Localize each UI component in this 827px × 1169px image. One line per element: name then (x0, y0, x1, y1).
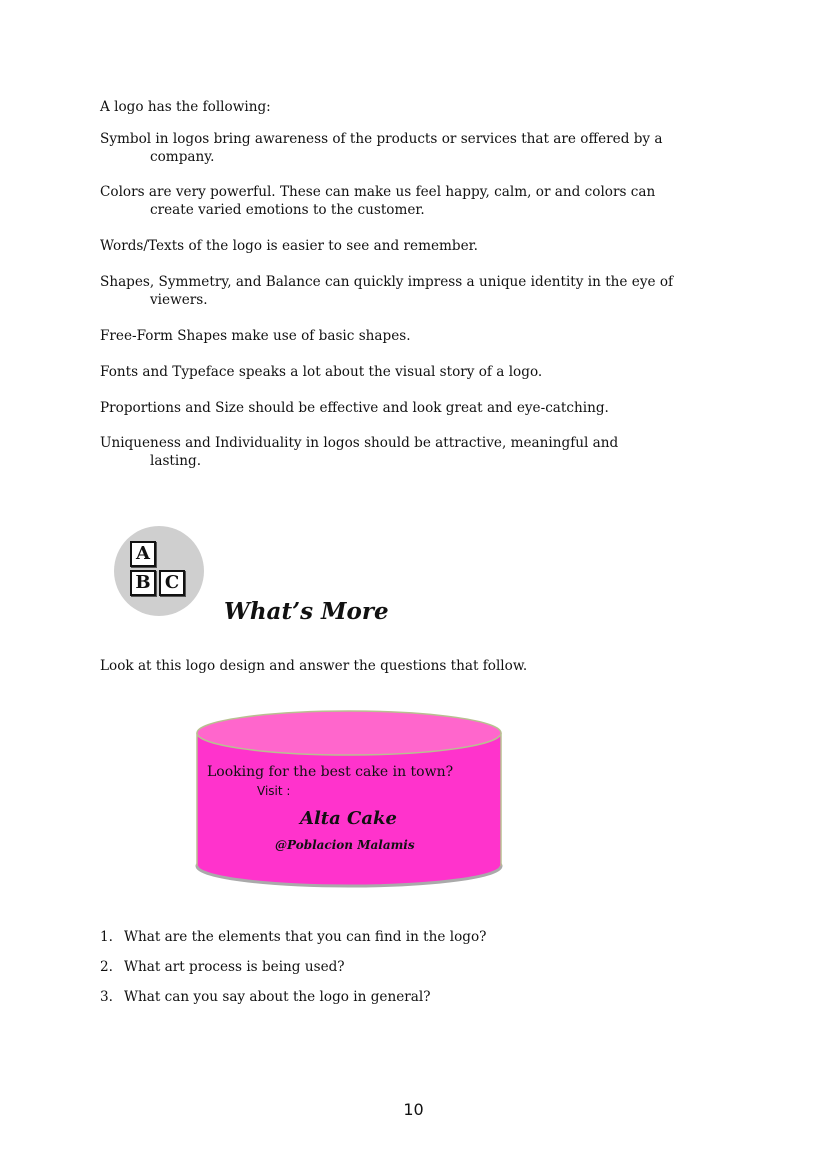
list-item (100, 273, 673, 309)
question-number: 2. (100, 959, 113, 975)
item-text: Words/Texts of the logo is easier to see and remember. (100, 238, 478, 254)
logo-location: @Poblacion Malamis (275, 838, 415, 852)
item-text: Fonts and Typeface speaks a lot about the visual story of a logo. (100, 364, 543, 380)
list-item (100, 363, 542, 381)
list-item (100, 237, 478, 255)
cake-logo (194, 708, 504, 894)
list-item (100, 327, 411, 345)
page-number: 10 (403, 1100, 424, 1119)
item-text: Uniqueness and Individuality in logos should be attractive, meaningful and (100, 435, 619, 451)
logo-visit: Visit : (257, 784, 291, 798)
intro-text: A logo has the following: (100, 99, 271, 115)
item-text: Free-Form Shapes make use of basic shapes. (100, 328, 411, 344)
list-item (100, 183, 655, 219)
section-title: What’s More (224, 598, 389, 625)
item-text-cont: viewers. (150, 292, 208, 308)
question-text: What art process is being used? (124, 959, 345, 975)
cake-shape (194, 708, 504, 894)
question-1 (100, 929, 486, 945)
block-b: B (130, 570, 156, 596)
item-text: Proportions and Size should be effective and look great and eye-catching. (100, 400, 609, 416)
list-item (100, 130, 663, 166)
item-text: Symbol in logos bring awareness of the products or services that are offered by a (100, 131, 663, 147)
list-item (100, 399, 609, 417)
question-number: 3. (100, 989, 113, 1005)
block-c: C (159, 570, 185, 596)
question-text: What can you say about the logo in general? (124, 989, 431, 1005)
block-a: A (130, 541, 156, 567)
item-text-cont: create varied emotions to the customer. (150, 202, 425, 218)
question-3 (100, 989, 431, 1005)
question-2 (100, 959, 345, 975)
item-text: Colors are very powerful. These can make us feel happy, calm, or and colors can (100, 184, 656, 200)
list-item (100, 434, 618, 470)
question-text: What are the elements that you can find in the logo? (124, 929, 487, 945)
item-text-cont: lasting. (150, 453, 202, 469)
question-number: 1. (100, 929, 113, 945)
logo-brand: Alta Cake (300, 808, 397, 829)
instruction-text: Look at this logo design and answer the questions that follow. (100, 658, 528, 674)
abc-blocks-icon (114, 526, 204, 616)
item-text-cont: company. (150, 149, 215, 165)
logo-tagline: Looking for the best cake in town? (207, 764, 454, 780)
item-text: Shapes, Symmetry, and Balance can quickly impress a unique identity in the eye of (100, 274, 674, 290)
